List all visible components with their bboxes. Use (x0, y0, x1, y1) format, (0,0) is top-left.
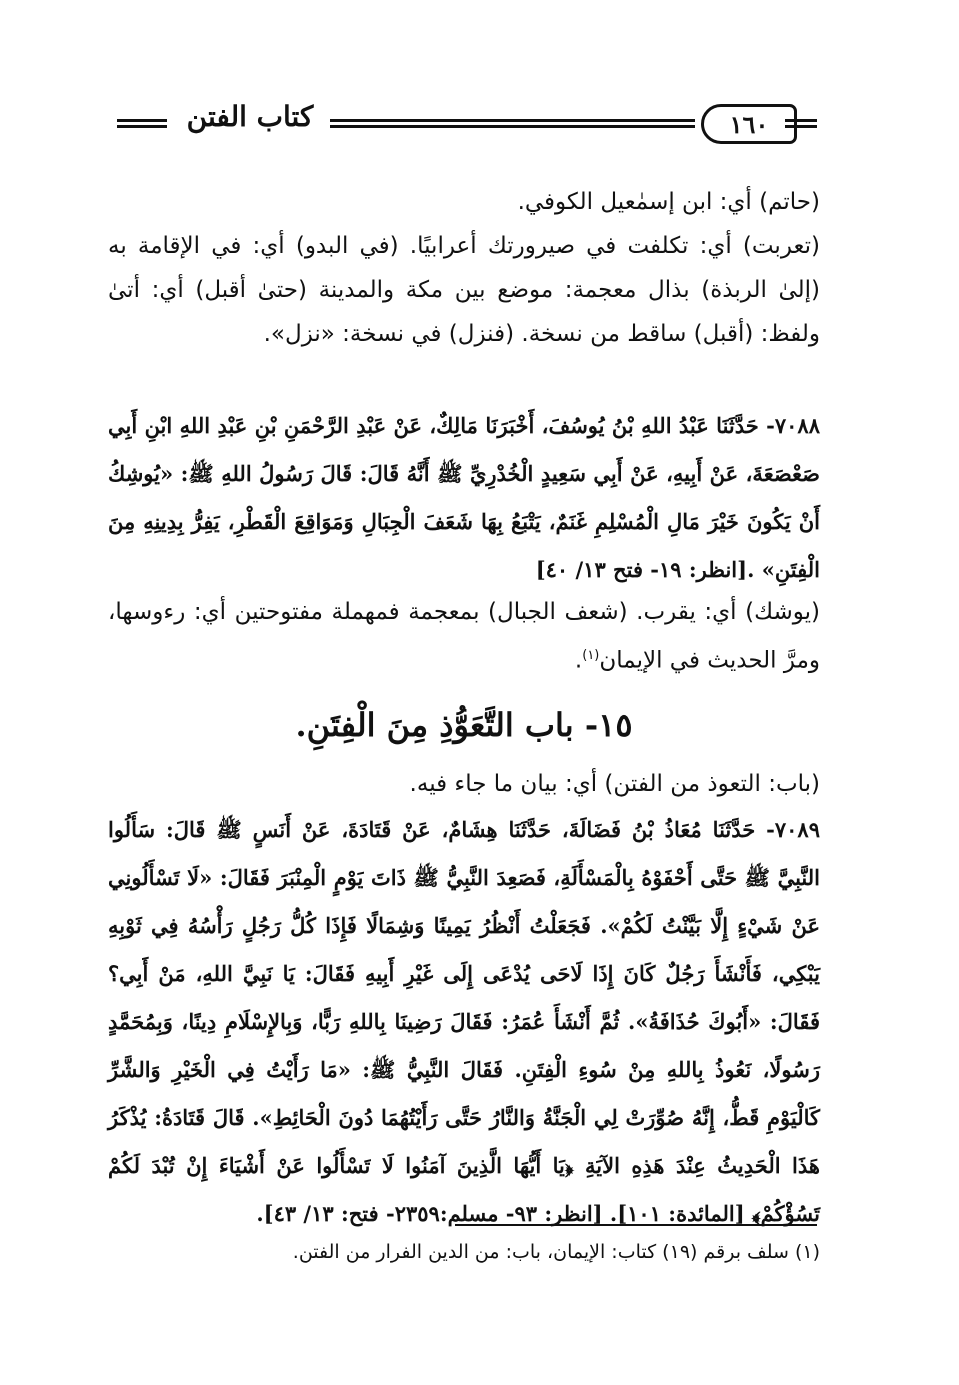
section-heading: ١٥- باب التَّعَوُّذِ مِنَ الْفِتَنِ. (295, 706, 633, 744)
footnote-divider (455, 1224, 817, 1226)
page-header (105, 96, 825, 156)
commentary-yushik-text: (يوشك) أي: يقرب. (شعف الجبال) بمعجمة فمهملة مفتوحتين أي: رءوسها، ومرَّ الحديث في الإيمان (108, 599, 820, 674)
header-rule-right (785, 119, 817, 128)
page-number: ١٦٠ (701, 104, 797, 144)
commentary-hatim: (حاتم) أي: ابن إسمٰعيل الكوفي. (517, 189, 820, 215)
hadith-7089: ٧٠٨٩- حَدَّثَنَا مُعَاذُ بْنُ فَضَالَةَ، حَدَّثَنَا هِشَامٌ، عَنْ قَتَادَةَ، عَنْ أَنَسٍ ﷺ قَالَ: سَأَلُوا النَّبِيَّ ﷺ حَتَّى أَحْفَوْهُ بِالْمَسْأَلَةِ، فَصَعِدَ النَّبِيُّ ﷺ ذَاتَ يَوْمٍ الْمِنْبَرَ فَقَالَ: «لَا تَسْأَلُونِي عَنْ شَيْءٍ إِلَّا بَيَّنْتُ لَكُمْ». فَجَعَلْتُ أَنْظُرُ يَمِينًا وَشِمَالًا فَإِذَا كُلُّ رَجُلٍ رَأْسُهُ فِي ثَوْبِهِ يَبْكِي، فَأَنْشَأَ رَجُلٌ كَانَ إِذَا لَاحَى يُدْعَى إِلَى غَيْرِ أَبِيهِ فَقَالَ: يَا نَبِيَّ اللهِ، مَنْ أَبِي؟ فَقَالَ: «أَبُوكَ حُذَافَةُ». ثُمَّ أَنْشَأَ عُمَرُ: فَقَالَ رَضِينَا بِاللهِ رَبًّا، وَبِالإِسْلَامِ دِينًا، وَبِمُحَمَّدٍ رَسُولًا، نَعُوذُ بِاللهِ مِنْ سُوءِ الْفِتَنِ. فَقَالَ النَّبِيُّ ﷺ: «مَا رَأَيْتُ فِي الْخَيْرِ وَالشَّرِّ كَالْيَوْمِ قَطُّ، إِنَّهُ صُوِّرَتْ لِي الْجَنَّةُ وَالنَّارُ حَتَّى رَأَيْتُهُمَا دُونَ الْحَائِطِ». قَالَ قَتَادَةُ: يُذْكَرُ هَذَا الْحَدِيثُ عِنْدَ هَذِهِ الآيَةِ ﴿يَا أَيُّهَا الَّذِينَ آمَنُوا لَا تَسْأَلُوا عَنْ أَشْيَاءَ إِنْ تُبْدَ لَكُمْ تَسُؤْكُمْ﴾ [المائدة: ١٠١]. [انظر: ٩٣- مسلم:٢٣٥٩- فتح: ١٣/ ٤٣]. (108, 817, 820, 1226)
header-rule-middle (330, 119, 695, 128)
commentary-taarrabt: (تعربت) أي: تكلفت في صيرورتك أعرابيًا. (في البدو) أي: في الإقامة به (إلىٰ الربذة) بذال معجمة: موضع بين مكة والمدينة (حتىٰ أقبل) أي: أتىٰ ولفظ: (أقبل) ساقط من نسخة. (فنزل) في نسخة: «نزل». (108, 233, 820, 347)
hadith-7088: ٧٠٨٨- حَدَّثَنَا عَبْدُ اللهِ بْنُ يُوسُفَ، أَخْبَرَنَا مَالِكٌ، عَنْ عَبْدِ الرَّحْمَنِ بْنِ عَبْدِ اللهِ ابْنِ أَبِي صَعْصَعَةَ، عَنْ أَبِيهِ، عَنْ أَبِي سَعِيدٍ الْخُدْرِيِّ ﷺ أَنَّهُ قَالَ: قَالَ رَسُولُ اللهِ ﷺ: «يُوشِكُ أَنْ يَكُونَ خَيْرَ مَالِ الْمُسْلِمِ غَنَمٌ، يَتْبَعُ بِهَا شَعَفَ الْجِبَالِ وَمَوَاقِعَ الْقَطْرِ، يَفِرُّ بِدِينِهِ مِنَ الْفِتَنِ» .[انظر: ١٩- فتح ١٣/ ٤٠] (108, 413, 820, 582)
chapter-title: كتاب الفتن (186, 100, 314, 133)
commentary-yushik (108, 590, 820, 683)
commentary-bab: (باب: التعوذ من الفتن) أي: بيان ما جاء فيه. (409, 771, 820, 797)
footnote: (١) سلف برقم (١٩) كتاب: الإيمان، باب: من الدين الفرار من الفتن. (292, 1241, 820, 1263)
footnote-marker: (١) (582, 648, 600, 663)
commentary-yushik-end: . (574, 647, 583, 674)
header-rule-left (117, 119, 167, 128)
